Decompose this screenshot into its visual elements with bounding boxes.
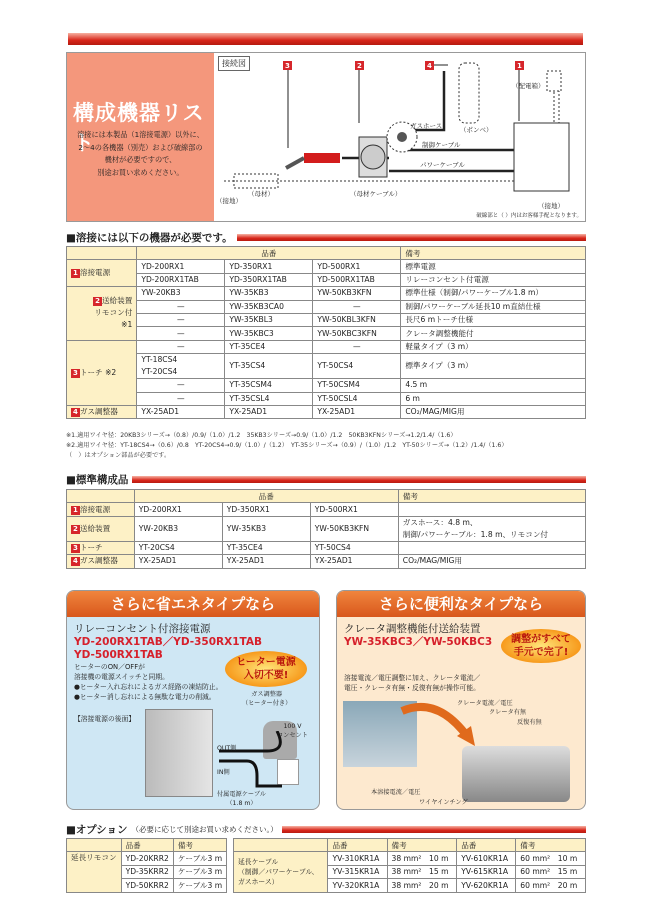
promo-bubble: 調整がすべて 手元で完了!: [501, 629, 581, 663]
part-number-cell: YT-50CS4: [310, 541, 398, 554]
part-number-cell: YT-50CSM4: [313, 379, 401, 392]
header-blank: [67, 247, 137, 260]
category-cell: [67, 340, 137, 405]
marker-3: 3: [285, 62, 290, 70]
table-row: [67, 852, 227, 865]
table-row: [67, 379, 586, 392]
category-number: 2: [95, 297, 100, 306]
remarks-cell: リレーコンセント付電源: [401, 273, 586, 286]
part-number-cell: YT-35CS4: [225, 354, 313, 379]
category-number: 4: [73, 408, 78, 417]
header-remarks: 備考: [398, 490, 585, 503]
remarks-cell: 制御/パワーケーブル延長10 m直結仕様: [401, 300, 586, 313]
remarks-cell: CO₂/MAG/MIG用: [401, 405, 586, 418]
in-label: IN側: [217, 769, 230, 776]
part-number-cell: —: [313, 300, 401, 313]
header-row: [234, 839, 586, 852]
title-panel: [67, 53, 214, 221]
table-row: [67, 287, 586, 300]
header-row: [67, 247, 586, 260]
table-row: [67, 405, 586, 418]
header-row: [67, 839, 227, 852]
label-cylinder: （ボンベ）: [460, 126, 493, 134]
category-number: 2: [73, 524, 78, 533]
part-number-cell: YV-320KR1A: [328, 879, 387, 892]
promo-banner: さらに便利なタイプなら: [337, 591, 585, 617]
part-number-cell: YW-35KB3: [225, 287, 313, 300]
diagram-footnote: 破線部と（ ）内はお客様手配となります。: [476, 213, 582, 219]
part-number-cell: YT-18CS4 YT-20CS4: [137, 354, 225, 379]
label-base-cable: （母材ケーブル）: [350, 190, 402, 198]
promo-subtitle: クレータ調整機能付送給装置: [344, 623, 481, 635]
required-equipment-table: [66, 246, 586, 419]
header-remarks: 備考: [401, 247, 586, 260]
category-label: 送給装置 リモコン付 ※1: [94, 296, 133, 330]
part-number-cell: YT-35CE4: [225, 340, 313, 353]
header-remarks: 備考: [387, 839, 457, 852]
table-row: [67, 555, 586, 568]
category-number: 4: [73, 557, 78, 566]
remarks-cell: ガスホース：4.8 m、 制御/パワーケーブル：1.8 m、リモコン付: [398, 516, 585, 541]
category-label: 溶接電源: [79, 268, 111, 278]
remarks-cell: 標準タイプ（3 m）: [401, 354, 586, 379]
category-label: ガス調整器: [79, 407, 118, 417]
table-row: [67, 260, 586, 273]
remarks-cell: 60 mm² 15 m: [516, 865, 586, 878]
remarks-cell: CO₂/MAG/MIG用: [398, 555, 585, 568]
part-number-cell: YT-50CSL4: [313, 392, 401, 405]
category-label: 送給装置: [79, 523, 111, 533]
header-blank: [67, 839, 122, 852]
table-row: [234, 852, 586, 865]
part-number-cell: YT-35CSL4: [225, 392, 313, 405]
category-number: 3: [73, 543, 78, 552]
part-number-cell: YV-315KR1A: [328, 865, 387, 878]
category-cell: [67, 516, 135, 541]
callout-repeat-onoff: 反復有無: [517, 719, 542, 726]
note-2: ※2.適用ワイヤ径：YT-18CS4→（0.6）/0.8 YT-20CS4→0.9/（1.0）/（1.2） YT-35シリーズ→（0.9）/（1.0）/1.2 YT-50シリーズ→（1.2）/1.4/（1.6）: [66, 442, 508, 449]
header-remarks: 備考: [516, 839, 586, 852]
part-number-cell: YD-200RX1: [137, 260, 225, 273]
header-remarks: 備考: [173, 839, 226, 852]
options-title-note: （必要に応じて別途お買い求めください。）: [131, 825, 278, 834]
standard-components-table: [66, 489, 586, 569]
header-part-no: 品番: [328, 839, 387, 852]
category-label: トーチ: [79, 542, 103, 552]
part-number-cell: YW-50KB3KFN: [313, 287, 401, 300]
diagram-label: 接続図: [218, 56, 250, 71]
part-number-cell: YW-35KBC3: [225, 327, 313, 340]
label-ground-right: （接地）: [538, 202, 564, 210]
remarks-cell: 38 mm² 20 m: [387, 879, 457, 892]
options-section-heading: [66, 822, 586, 837]
part-number-cell: YX-25AD1: [310, 555, 398, 568]
remarks-cell: [398, 503, 585, 516]
promo-text: ヒーターのON／OFFが 溶接機の電源スイッチと同期。 ●ヒーター入れ忘れによるガス経路の凍結防止。 ●ヒーター消し忘れによる無駄な電力の削減。: [74, 663, 223, 701]
category-cell: [67, 555, 135, 568]
remarks-cell: 60 mm² 10 m: [516, 852, 586, 865]
part-number-cell: —: [137, 379, 225, 392]
part-number-cell: YV-615KR1A: [457, 865, 516, 878]
arrow-icon: [397, 701, 477, 751]
category-label: トーチ ※2: [79, 367, 117, 377]
part-number-cell: YD-500RX1TAB: [313, 273, 401, 286]
category-cell: [67, 541, 135, 554]
part-number-cell: YW-20KB3: [134, 516, 222, 541]
part-number-cell: YW-35KB3CA0: [225, 300, 313, 313]
header-blank: [67, 490, 135, 503]
label-ground-left: （接地）: [216, 197, 242, 205]
promo-text: 溶接電流／電圧調整に加え、クレータ電流／ 電圧・クレータ有無・反復有無が操作可能。: [344, 674, 481, 692]
category-cell: 延長ケーブル （制御／パワーケーブル、 ガスホース）: [234, 852, 328, 892]
marker-2: 2: [357, 62, 362, 70]
table-row: [67, 503, 586, 516]
required-section-title: ■溶接には以下の機器が必要です。: [66, 232, 233, 244]
label-power-cable: パワーケーブル: [420, 161, 465, 169]
part-number-cell: YD-500RX1: [313, 260, 401, 273]
category-number: 3: [73, 368, 78, 377]
part-number-cell: YT-35CE4: [222, 541, 310, 554]
top-decorative-bar: [68, 33, 583, 45]
standard-section-title: ■標準構成品: [66, 474, 129, 486]
part-number-cell: YT-20CS4: [134, 541, 222, 554]
remarks-cell: クレータ調整機能付: [401, 327, 586, 340]
table-row: [67, 516, 586, 541]
page-title: 構成機器リスト: [73, 101, 205, 155]
part-number-cell: —: [137, 340, 225, 353]
remarks-cell: 6 m: [401, 392, 586, 405]
header-part-no: 品番: [137, 247, 401, 260]
part-number-cell: YX-25AD1: [222, 555, 310, 568]
header-part-no: 品番: [457, 839, 516, 852]
part-number-cell: YD-350RX1TAB: [225, 273, 313, 286]
part-number-cell: YT-35CSM4: [225, 379, 313, 392]
header-description: 溶接には本製品（1溶接電源）以外に、 2〜4の各機器（別売）および破線部の 機材が必要ですので、 別途お買い求めください。: [77, 130, 204, 177]
options-cable-table: [233, 838, 586, 893]
remarks-cell: ケーブル3 m: [173, 852, 226, 865]
part-number-cell: YX-25AD1: [137, 405, 225, 418]
label-base-material: （母材）: [248, 190, 274, 198]
callout-crater-current: クレータ電流／電圧: [457, 700, 513, 707]
control-panel-closeup-image: [462, 746, 570, 802]
remarks-cell: 38 mm² 10 m: [387, 852, 457, 865]
promo-models: YW-35KBC3／YW-50KBC3: [344, 636, 493, 648]
promo-banner: さらに省エネタイプなら: [67, 591, 319, 617]
table-row: [67, 354, 586, 379]
table-row: [67, 392, 586, 405]
category-label: ガス調整器: [79, 556, 118, 566]
part-number-cell: YW-50KB3KFN: [310, 516, 398, 541]
remarks-cell: 標準仕様（制御/パワーケーブル1.8 m）: [401, 287, 586, 300]
part-number-cell: YD-50KRR2: [121, 879, 173, 892]
heading-bar: [132, 476, 586, 483]
connection-diagram: [214, 53, 586, 221]
part-number-cell: YX-25AD1: [225, 405, 313, 418]
category-number: 1: [73, 505, 78, 514]
part-number-cell: YT-50CS4: [313, 354, 401, 379]
part-number-cell: YD-350RX1: [222, 503, 310, 516]
part-number-cell: —: [137, 313, 225, 326]
promo-bubble: ヒーター電源 入切不要!: [225, 651, 307, 687]
part-number-cell: YW-35KBL3: [225, 313, 313, 326]
part-number-cell: YW-20KB3: [137, 287, 225, 300]
promo-convenient: [336, 590, 586, 810]
options-section-title: ■オプション: [66, 824, 128, 836]
category-number: 1: [73, 269, 78, 278]
part-number-cell: YX-25AD1: [313, 405, 401, 418]
remarks-cell: 長尺6 mトーチ仕様: [401, 313, 586, 326]
table-row: [67, 300, 586, 313]
note-3: （ ）はオプション部品が必要です。: [66, 452, 171, 459]
promo-energy-saving: [66, 590, 320, 810]
callout-main-current: 本溶接電流／電圧: [371, 789, 421, 796]
table-row: [67, 541, 586, 554]
part-number-cell: YV-620KR1A: [457, 879, 516, 892]
part-number-cell: YD-500RX1: [310, 503, 398, 516]
header-part-no: 品番: [121, 839, 173, 852]
callout-wire-inching: ワイヤインチング: [419, 799, 468, 806]
options-remote-table: [66, 838, 227, 893]
remarks-cell: 4.5 m: [401, 379, 586, 392]
promo-models: YD-200RX1TAB／YD-350RX1TAB YD-500RX1TAB: [74, 636, 263, 661]
cable-label: 付属電源ケーブル （1.8 m）: [217, 791, 266, 807]
header-blank: [234, 839, 328, 852]
out-label: OUT側: [217, 745, 237, 752]
category-cell: 延長リモコン: [67, 852, 122, 892]
category-label: 溶接電源: [79, 504, 111, 514]
part-number-cell: —: [313, 340, 401, 353]
part-number-cell: YD-200RX1: [134, 503, 222, 516]
table-row: [67, 340, 586, 353]
heading-bar: [237, 234, 586, 241]
outlet-label: 100 V コンセント: [277, 723, 308, 739]
table-row: [67, 273, 586, 286]
header-row: [67, 490, 586, 503]
category-cell: [67, 287, 137, 341]
required-section-heading: [66, 230, 586, 245]
note-1: ※1.適用ワイヤ径：20KB3シリーズ→（0.8）/0.9/（1.0）/1.2 35KB3シリーズ→0.9/（1.0）/1.2 50KB3KFNシリーズ→1.2/1.4/（1.6）: [66, 432, 457, 439]
part-number-cell: YV-310KR1A: [328, 852, 387, 865]
label-control-cable: 制御ケーブル: [422, 141, 461, 149]
part-number-cell: YW-50KBL3KFN: [313, 313, 401, 326]
standard-section-heading: [66, 472, 586, 487]
table-row: [67, 313, 586, 326]
header-part-no: 品番: [134, 490, 398, 503]
part-number-cell: —: [137, 300, 225, 313]
heading-bar: [282, 826, 586, 833]
marker-4: 4: [427, 62, 432, 70]
category-cell: [67, 260, 137, 287]
part-number-cell: YD-200RX1TAB: [137, 273, 225, 286]
remarks-cell: 軽量タイプ（3 m）: [401, 340, 586, 353]
table-row: [67, 327, 586, 340]
remarks-cell: 標準電源: [401, 260, 586, 273]
part-number-cell: YW-35KB3: [222, 516, 310, 541]
callout-crater-onoff: クレータ有無: [489, 709, 527, 716]
gas-regulator-label: ガス調整器 （ヒーター付き）: [242, 691, 292, 707]
remarks-cell: ケーブル3 m: [173, 865, 226, 878]
promo-subtitle: リレーコンセント付溶接電源: [74, 623, 211, 635]
marker-1: 1: [517, 62, 522, 70]
component-list-header: [66, 52, 586, 222]
part-number-cell: YX-25AD1: [134, 555, 222, 568]
part-number-cell: YD-35KRR2: [121, 865, 173, 878]
part-number-cell: YW-50KBC3KFN: [313, 327, 401, 340]
remarks-cell: ケーブル3 m: [173, 879, 226, 892]
remarks-cell: [398, 541, 585, 554]
required-notes: [66, 431, 508, 461]
rear-label: 【溶接電源の後面】: [74, 715, 136, 723]
category-cell: [67, 405, 137, 418]
part-number-cell: —: [137, 392, 225, 405]
part-number-cell: YD-20KRR2: [121, 852, 173, 865]
part-number-cell: —: [137, 327, 225, 340]
remarks-cell: 38 mm² 15 m: [387, 865, 457, 878]
label-gas-hose: ガスホース: [410, 122, 443, 130]
category-cell: [67, 503, 135, 516]
part-number-cell: YV-610KR1A: [457, 852, 516, 865]
part-number-cell: YD-350RX1: [225, 260, 313, 273]
power-source-rear-image: [145, 709, 213, 797]
remarks-cell: 60 mm² 20 m: [516, 879, 586, 892]
label-distribution-box: （配電箱）: [512, 82, 545, 90]
